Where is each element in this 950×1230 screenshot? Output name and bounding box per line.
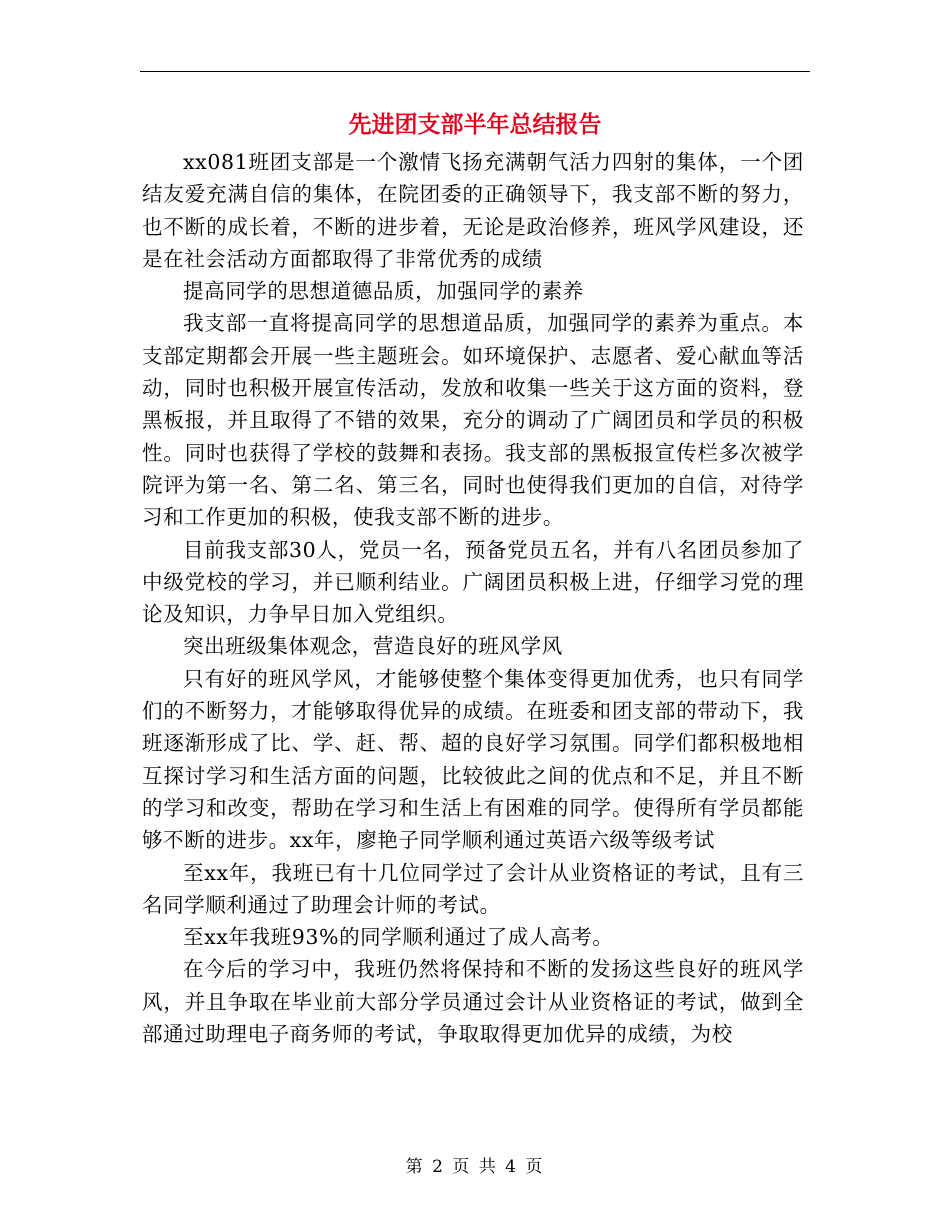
document-body xyxy=(142,146,804,1050)
document-title: 先进团支部半年总结报告 xyxy=(348,112,602,138)
paragraph-moral-quality: 我支部一直将提高同学的思想道品质，加强同学的素养为重点。本支部定期都会开展一些主题班会。如环境保护、志愿者、爱心献血等活动，同时也积极开展宣传活动，发放和收集一些关于这方面的资料，登黑板报，并且取得了不错的效果，充分的调动了广阔团员和学员的积极性。同时也获得了学校的鼓舞和表扬。我支部的黑板报宣传栏多次被学院评为第一名、第二名、第三名，同时也使得我们更加的自信，对待学习和工作更加的积极，使我支部不断的进步。 xyxy=(142,311,804,530)
section-heading-class-spirit: 突出班级集体观念，营造良好的班风学风 xyxy=(183,634,563,659)
paragraph-accounting-certificates: 至xx年，我班已有十几位同学过了会计从业资格证的考试，且有三名同学顺利通过了助理会计师的考试。 xyxy=(142,860,804,917)
page-footer: 第 2 页 共 4 页 xyxy=(405,1157,545,1177)
paragraph-future-plan: 在今后的学习中，我班仍然将保持和不断的发扬这些良好的班风学风，并且争取在毕业前大部分学员通过会计从业资格证的考试，做到全部通过助理电子商务师的考试，争取取得更加优异的成绩，为校 xyxy=(142,957,804,1047)
paragraph-adult-exam: 至xx年我班93%的同学顺利通过了成人高考。 xyxy=(183,925,614,950)
paragraph-class-spirit: 只有好的班风学风，才能够使整个集体变得更加优秀，也只有同学们的不断努力，才能够取得优异的成绩。在班委和团支部的带动下，我班逐渐形成了比、学、赶、帮、超的良好学习氛围。同学们都积极地相互探讨学习和生活方面的问题，比较彼此之间的优点和不足，并且不断的学习和改变，帮助在学习和生活上有困难的同学。使得所有学员都能够不断的进步。xx年，廖艳子同学顺利通过英语六级等级考试 xyxy=(142,666,804,853)
section-heading-moral-quality: 提高同学的思想道德品质，加强同学的素养 xyxy=(183,279,584,304)
header-rule xyxy=(140,71,810,72)
paragraph-membership: 目前我支部30人，党员一名，预备党员五名，并有八名团员参加了中级党校的学习，并已顺利结业。广阔团员积极上进，仔细学习党的理论及知识，力争早日加入党组织。 xyxy=(142,537,804,627)
paragraph-intro: xx081班团支部是一个激情飞扬充满朝气活力四射的集体，一个团结友爱充满自信的集体，在院团委的正确领导下，我支部不断的努力，也不断的成长着，不断的进步着，无论是政治修养，班风学风建设，还是在社会活动方面都取得了非常优秀的成绩 xyxy=(142,150,804,271)
